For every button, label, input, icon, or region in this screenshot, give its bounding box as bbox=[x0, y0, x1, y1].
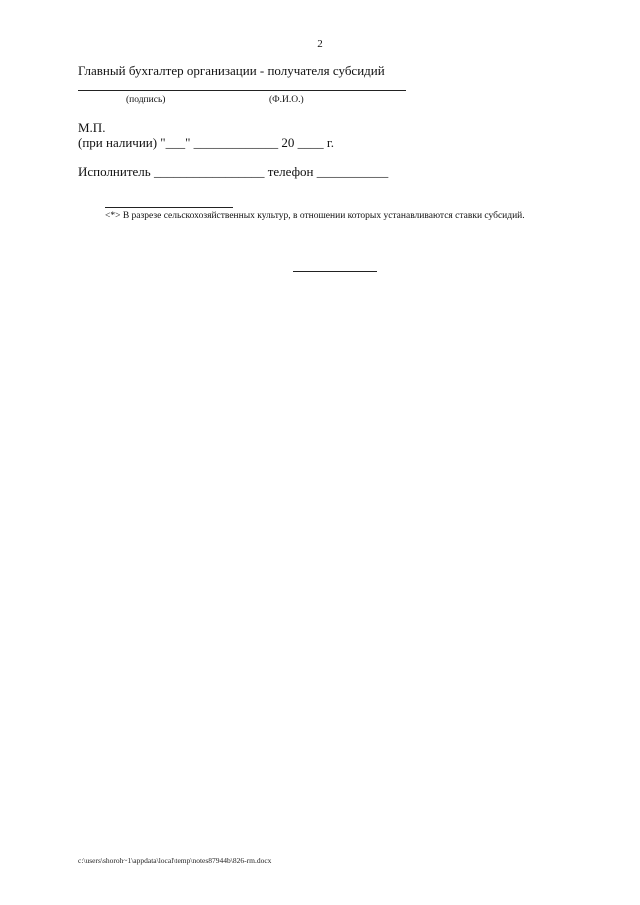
footnote-text: <*> В разрезе сельскохозяйственных культур, в отношении которых устанавливаются ставки субсидий. bbox=[105, 211, 525, 221]
footnote-separator bbox=[105, 207, 233, 208]
executor-phone-line: Исполнитель _________________ телефон ___________ bbox=[78, 164, 389, 179]
signature-caption: (подпись) bbox=[126, 95, 166, 105]
stamp-label: М.П. bbox=[78, 120, 106, 135]
chief-accountant-heading: Главный бухгалтер организации - получателя субсидий bbox=[78, 63, 385, 78]
signature-line bbox=[78, 90, 406, 91]
document-end-rule bbox=[293, 271, 377, 272]
file-path-footer: c:\users\shoroh~1\appdata\local\temp\notes87944b\826-rm.docx bbox=[78, 856, 272, 865]
date-line: (при наличии) "___" _____________ 20 ____ г. bbox=[78, 135, 335, 150]
page-number: 2 bbox=[317, 38, 323, 50]
full-name-caption: (Ф.И.О.) bbox=[269, 95, 304, 105]
